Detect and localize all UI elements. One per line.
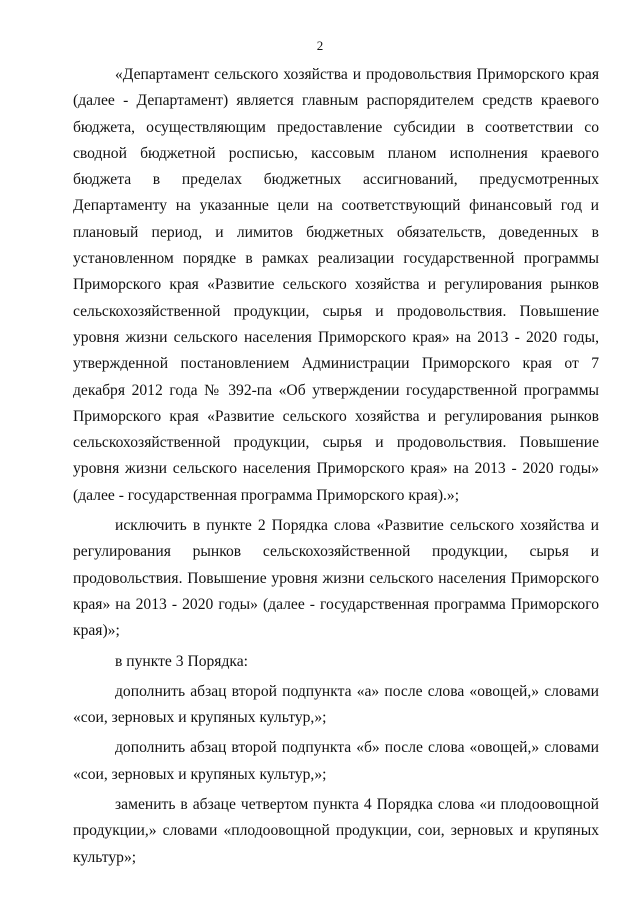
paragraph-subpoint-a: дополнить абзац второй подпункта «а» после слова «овощей,» словами «сои, зерновых и крупяных культур,»;: [73, 682, 599, 727]
page-number: 2: [316, 38, 324, 53]
paragraph-exclude-point-2: исключить в пункте 2 Порядка слова «Развитие сельского хозяйства и регулирования рынков сельскохозяйственной продукции, сырья и продовольствия. Повышение уровня жизни сельского населения Приморского края» на 2013 - 2020 годы» (далее - государственная программа Приморского края)»;: [73, 517, 599, 640]
paragraph-subpoint-b: дополнить абзац второй подпункта «б» после слова «овощей,» словами «сои, зерновых и крупяных культур,»;: [73, 739, 599, 783]
paragraph-point-4-replace: заменить в абзаце четвертом пункта 4 Порядка слова «и плодоовощной продукции,» словами «плодоовощной продукции, сои, зерновых и крупяных культур»;: [73, 796, 599, 866]
paragraph-point-3-heading: в пункте 3 Порядка:: [115, 652, 249, 670]
paragraph-department-definition: «Департамент сельского хозяйства и продовольствия Приморского края (далее - Департамент) является главным распорядителем средств краевого бюджета, осуществляющим предоставление субсидии в соответствии со сводной бюджетной росписью, кассовым планом исполнения краевого бюджета в пределах бюджетных ассигнований, предусмотренных Департаменту на указанные цели на соответствующий финансовый год и плановый период, и лимитов бюджетных обязательств, доведенных в установленном порядке в рамках реализации государственной программы Приморского края «Развитие сельского хозяйства и регулирования рынков сельскохозяйственной продукции, сырья и продовольствия. Повышение уровня жизни сельского населения Приморского края» на 2013 - 2020 годы, утвержденной постановлением Администрации Приморского края от 7 декабря 2012 года № 392-па «Об утверждении государственной программы Приморского края «Развитие сельского хозяйства и регулирования рынков сельскохозяйственной продукции, сырья и продовольствия. Повышение уровня жизни сельского населения Приморского края» на 2013 - 2020 годы» (далее - государственная программа Приморского края).»;: [73, 66, 599, 504]
document-body: [73, 62, 599, 871]
